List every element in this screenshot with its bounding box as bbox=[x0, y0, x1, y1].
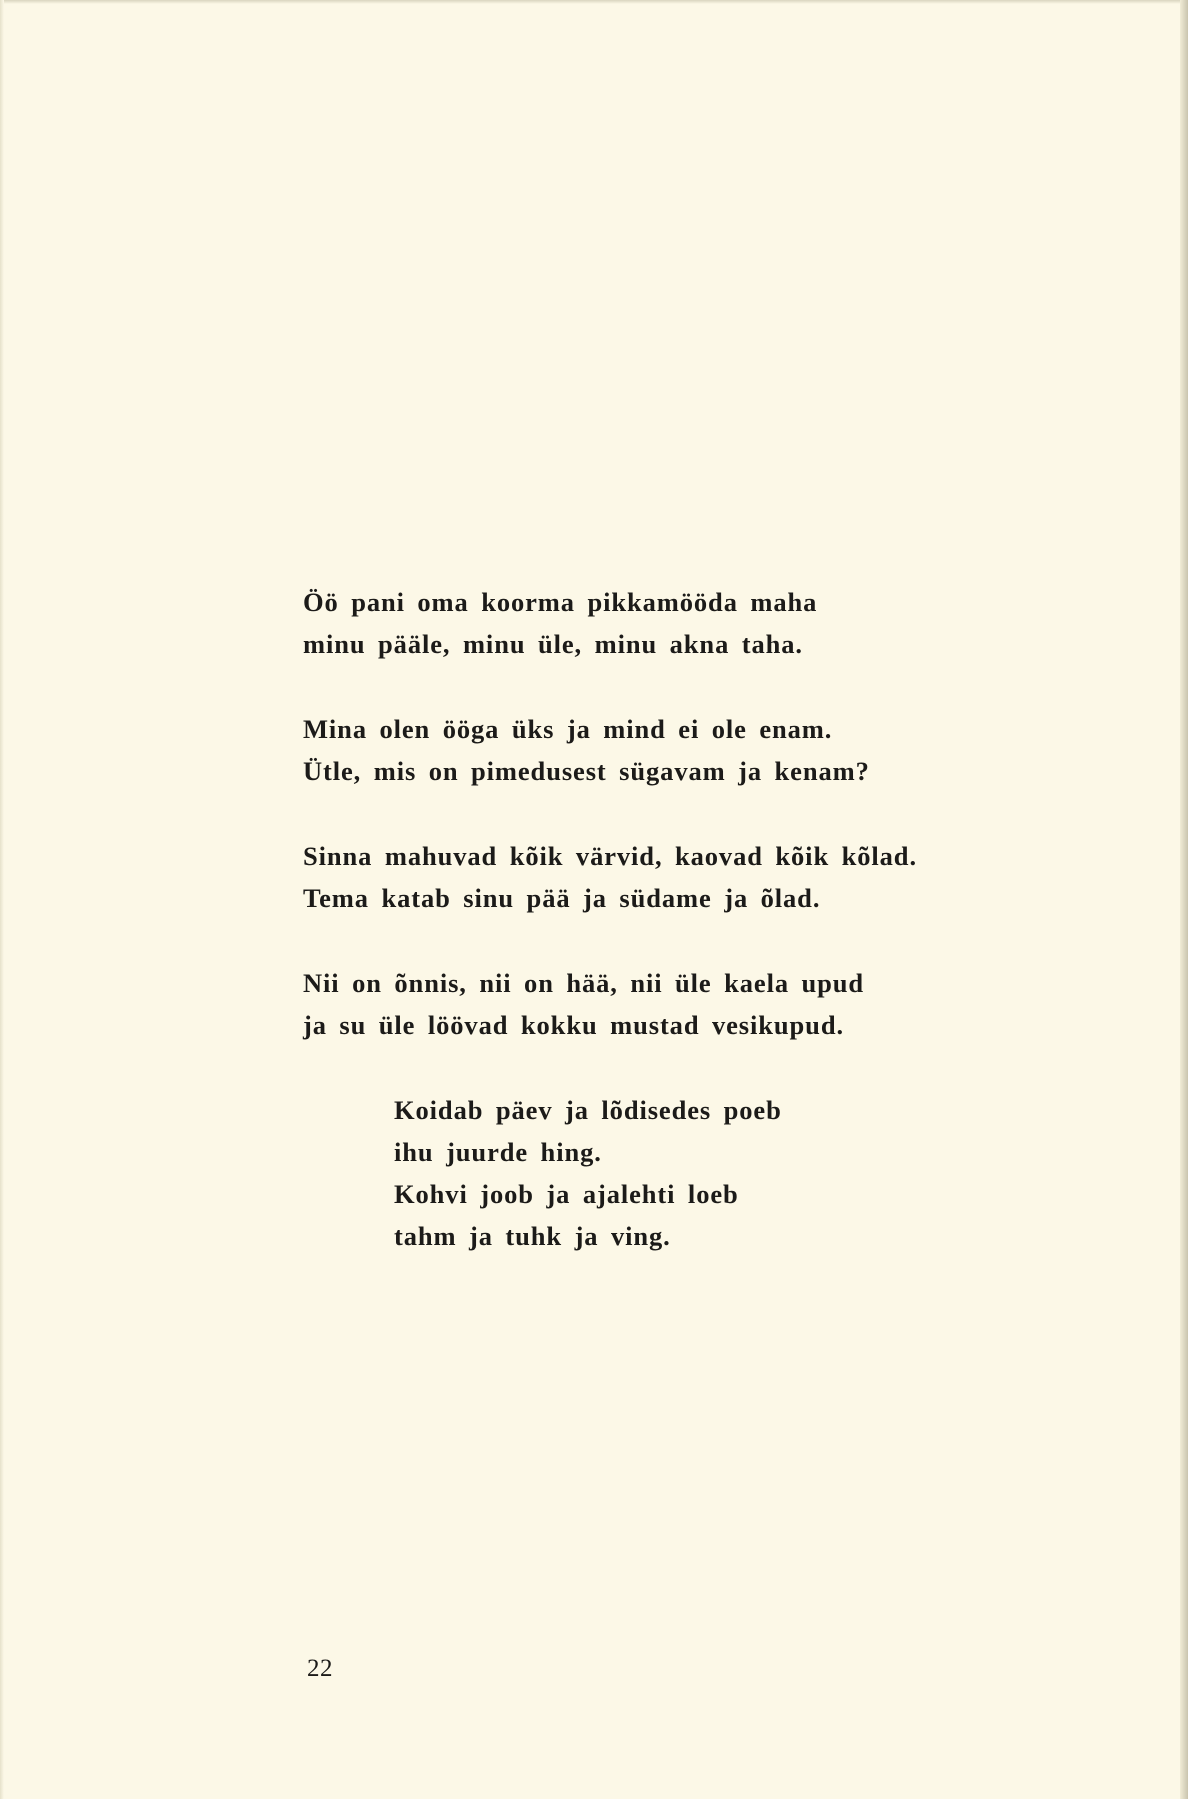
page-edge-left bbox=[0, 0, 4, 1799]
poem-line: Kohvi joob ja ajalehti loeb bbox=[394, 1179, 739, 1209]
page-number: 22 bbox=[307, 1655, 333, 1682]
stanza-1 bbox=[303, 581, 1083, 665]
poem-line: Sinna mahuvad kõik värvid, kaovad kõik kõlad. bbox=[303, 841, 917, 871]
poem-line: tahm ja tuhk ja ving. bbox=[394, 1221, 671, 1251]
stanza-5 bbox=[394, 1089, 1083, 1257]
poem-line: ihu juurde hing. bbox=[394, 1137, 602, 1167]
stanza-4 bbox=[303, 962, 1083, 1046]
page-edge-top bbox=[0, 0, 1188, 4]
poem-line: Ütle, mis on pimedusest sügavam ja kenam? bbox=[303, 756, 870, 786]
poem-line: Koidab päev ja lõdisedes poeb bbox=[394, 1095, 782, 1125]
stanza-3 bbox=[303, 835, 1083, 919]
poem-line: Nii on õnnis, nii on hää, nii üle kaela upud bbox=[303, 968, 865, 998]
stanza-2 bbox=[303, 708, 1083, 792]
poem-line: Mina olen ööga üks ja mind ei ole enam. bbox=[303, 714, 833, 744]
poem-line: minu pääle, minu üle, minu akna taha. bbox=[303, 629, 803, 659]
poem-line: ja su üle löövad kokku mustad vesikupud. bbox=[303, 1010, 844, 1040]
poem-line: Tema katab sinu pää ja südame ja õlad. bbox=[303, 883, 821, 913]
page-edge-right bbox=[1180, 0, 1188, 1799]
poem bbox=[303, 581, 1083, 1300]
poem-line: Öö pani oma koorma pikkamööda maha bbox=[303, 587, 818, 617]
